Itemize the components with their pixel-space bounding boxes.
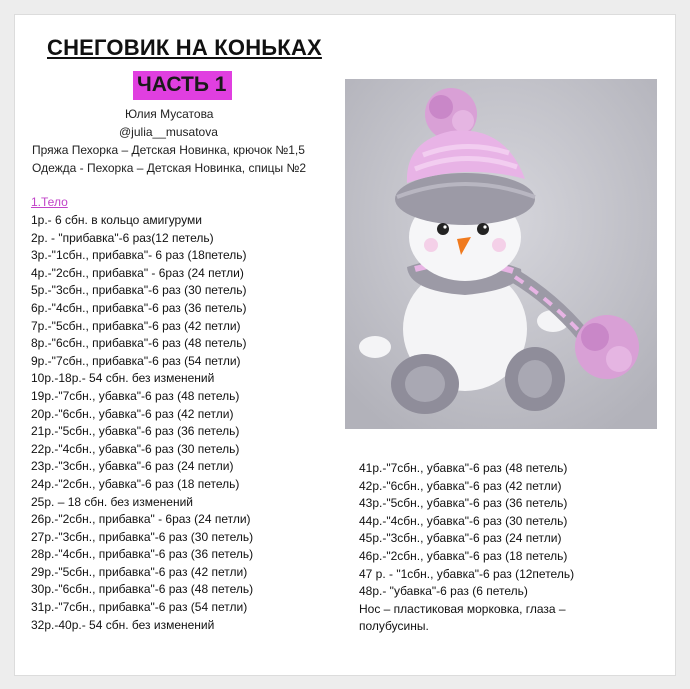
pattern-row: 32р.-40р.- 54 сбн. без изменений: [31, 617, 215, 632]
page-title: СНЕГОВИК НА КОНЬКАХ: [47, 35, 322, 60]
pattern-row: 47 р. - "1сбн., убавка"-6 раз (12петель): [359, 566, 575, 581]
pattern-row: 5р.-"3сбн., прибавка"-6 раз (30 петель): [31, 283, 247, 298]
pattern-row: 27р.-"3сбн., прибавка"-6 раз (30 петель): [31, 529, 254, 544]
pattern-row: 1р.- 6 сбн. в кольцо амигуруми: [31, 213, 202, 227]
snowman-photo: [345, 79, 657, 429]
pattern-page: [14, 14, 676, 676]
right-eye: [477, 223, 489, 235]
pattern-row: 2р. - "прибавка"-6 раз(12 петель): [31, 230, 214, 245]
pattern-row: 19р.-"7сбн., убавка"-6 раз (48 петель): [31, 388, 240, 403]
pattern-row: 8р.-"6сбн., прибавка"-6 раз (48 петель): [31, 336, 247, 351]
pattern-row: 7р.-"5сбн., прибавка"-6 раз (42 петли): [31, 318, 241, 333]
hat-brim: [395, 173, 535, 225]
pattern-row: 29р.-"5сбн., прибавка"-6 раз (42 петли): [31, 564, 248, 579]
pattern-row: 9р.-"7сбн., прибавка"-6 раз (54 петли): [31, 353, 241, 368]
pattern-row: 28р.-"4сбн., прибавка"-6 раз (36 петель): [31, 547, 254, 562]
author-name: Юлия Мусатова: [125, 107, 214, 121]
pattern-row: 48р.- "убавка"-6 раз (6 петель): [359, 584, 528, 599]
pattern-row: 22р.-"4сбн., убавка"-6 раз (30 петель): [31, 441, 240, 456]
pattern-row: 41р.-"7сбн., убавка"-6 раз (48 петель): [359, 461, 568, 475]
snowman-illustration: [345, 79, 657, 429]
pattern-row: 21р.-"5сбн., убавка"-6 раз (36 петель): [31, 424, 240, 439]
pattern-row: 44р.-"4сбн., убавка"-6 раз (30 петель): [359, 513, 568, 528]
pattern-row: 3р.-"1сбн., прибавка"- 6 раз (18петель): [31, 248, 247, 263]
pattern-rows-left: [31, 212, 253, 634]
pattern-row: 24р.-"2сбн., убавка"-6 раз (18 петель): [31, 476, 240, 491]
author-handle: @julia__musatova: [119, 125, 218, 139]
pattern-row: 4р.-"2сбн., прибавка" - 6раз (24 петли): [31, 265, 244, 280]
pattern-row: 20р.-"6сбн., убавка"-6 раз (42 петли): [31, 406, 234, 421]
pattern-row: 31р.-"7сбн., прибавка"-6 раз (54 петли): [31, 600, 248, 615]
pattern-row: 46р.-"2сбн., убавка"-6 раз (18 петель): [359, 548, 568, 563]
part-label: ЧАСТЬ 1: [133, 71, 232, 100]
pattern-row: 45р.-"3сбн., убавка"-6 раз (24 петли): [359, 531, 562, 546]
pattern-row: 6р.-"4сбн., прибавка"-6 раз (36 петель): [31, 300, 247, 315]
pattern-row: 23р.-"3сбн., убавка"-6 раз (24 петли): [31, 459, 234, 474]
pattern-row: 30р.-"6сбн., прибавка"-6 раз (48 петель): [31, 582, 254, 597]
left-eye: [437, 223, 449, 235]
pattern-row: 43р.-"5сбн., убавка"-6 раз (36 петель): [359, 496, 568, 511]
pattern-row: 10р.-18р.- 54 сбн. без изменений: [31, 371, 215, 386]
scarf-pompom: [575, 315, 639, 379]
clothes-info: Одежда - Пехорка – Детская Новинка, спицы №2: [32, 161, 307, 175]
pattern-row: 42р.-"6сбн., убавка"-6 раз (42 петли): [359, 478, 562, 493]
pattern-row: 26р.-"2сбн., прибавка" - 6раз (24 петли): [31, 512, 251, 527]
section-heading: 1.Тело: [31, 195, 68, 209]
pattern-row: Нос – пластиковая морковка, глаза –: [359, 601, 566, 616]
pattern-rows-right: [359, 460, 574, 636]
pattern-row: полубусины.: [359, 619, 429, 634]
yarn-info: Пряжа Пехорка – Детская Новинка, крючок №1,5: [32, 143, 305, 157]
pattern-row: 25р. – 18 сбн. без изменений: [31, 494, 193, 509]
